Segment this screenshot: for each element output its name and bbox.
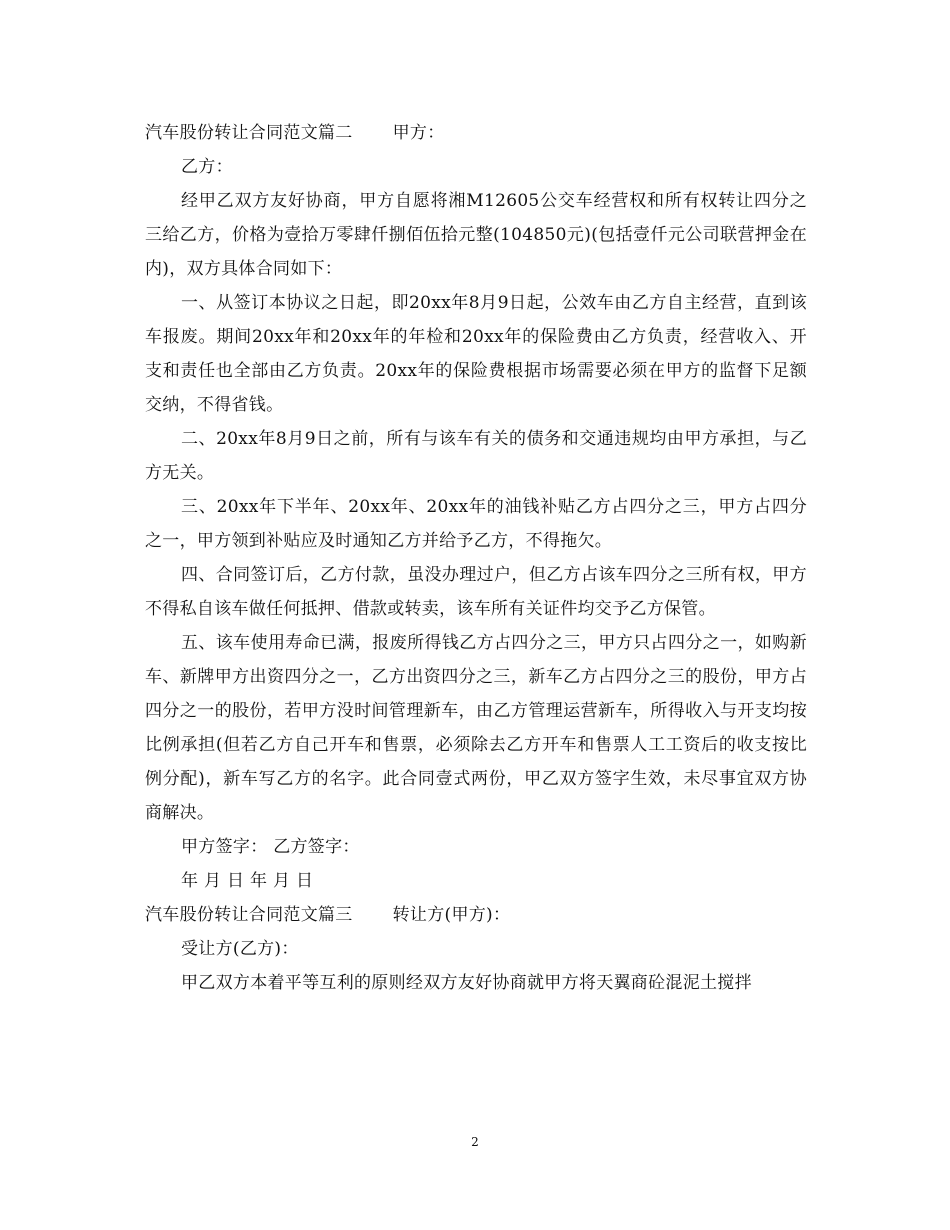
section-heading-2 bbox=[145, 116, 807, 150]
section-title-2: 汽车股份转让合同范文篇二 bbox=[145, 123, 353, 143]
clause-2-paragraph: 二、20xx年8月9日之前，所有与该车有关的债务和交通违规均由甲方承担，与乙方无关。 bbox=[145, 429, 807, 483]
page-number: 2 bbox=[471, 1135, 479, 1149]
section-3-intro-paragraph: 甲乙双方本着平等互利的原则经双方友好协商就甲方将天翼商砼混泥土搅拌 bbox=[181, 973, 752, 993]
date-line: 年 月 日 年 月 日 bbox=[181, 871, 314, 891]
clause-5-paragraph: 五、该车使用寿命已满，报废所得钱乙方占四分之三，甲方只占四分之一，如购新车、新牌甲方出资四分之一，乙方出资四分之三，新车乙方占四分之三的股份，甲方占四分之一的股份，若甲方没时间管理新车，由乙方管理运营新车，所得收入与开支均按比例承担(但若乙方自己开车和售票，必须除去乙方开车和售票人工工资后的收支按比例分配)，新车写乙方的名字。此合同壹式两份，甲乙双方签字生效，未尽事宜双方协商解决。 bbox=[145, 633, 807, 823]
clause-3-paragraph: 三、20xx年下半年、20xx年、20xx年的油钱补贴乙方占四分之三，甲方占四分之一，甲方领到补贴应及时通知乙方并给予乙方，不得拖欠。 bbox=[145, 497, 807, 551]
section-title-3: 汽车股份转让合同范文篇三 bbox=[145, 905, 353, 925]
contract-intro-paragraph: 经甲乙双方友好协商，甲方自愿将湘M12605公交车经营权和所有权转让四分之三给乙方，价格为壹拾万零肆仟捌佰伍拾元整(104850元)(包括壹仟元公司联营押金在内)，双方具体合同如下： bbox=[145, 191, 807, 279]
party-a-label: 甲方： bbox=[392, 123, 445, 143]
signature-line: 甲方签字： 乙方签字： bbox=[181, 837, 360, 857]
party-b-label: 乙方： bbox=[181, 157, 233, 177]
clause-1-paragraph: 一、从签订本协议之日起，即20xx年8月9日起，公效车由乙方自主经营，直到该车报废。期间20xx年和20xx年的年检和20xx年的保险费由乙方负责，经营收入、开支和责任也全部由乙方负责。20xx年的保险费根据市场需要必须在甲方的监督下足额交纳，不得省钱。 bbox=[145, 293, 807, 415]
document-body bbox=[145, 116, 807, 1000]
clause-4-paragraph: 四、合同签订后，乙方付款，虽没办理过户，但乙方占该车四分之三所有权，甲方不得私自该车做任何抵押、借款或转卖，该车所有关证件均交予乙方保管。 bbox=[145, 565, 807, 619]
transferor-label: 转让方(甲方)： bbox=[392, 905, 511, 925]
transferee-label: 受让方(乙方)： bbox=[181, 939, 299, 959]
section-heading-3 bbox=[145, 898, 807, 932]
